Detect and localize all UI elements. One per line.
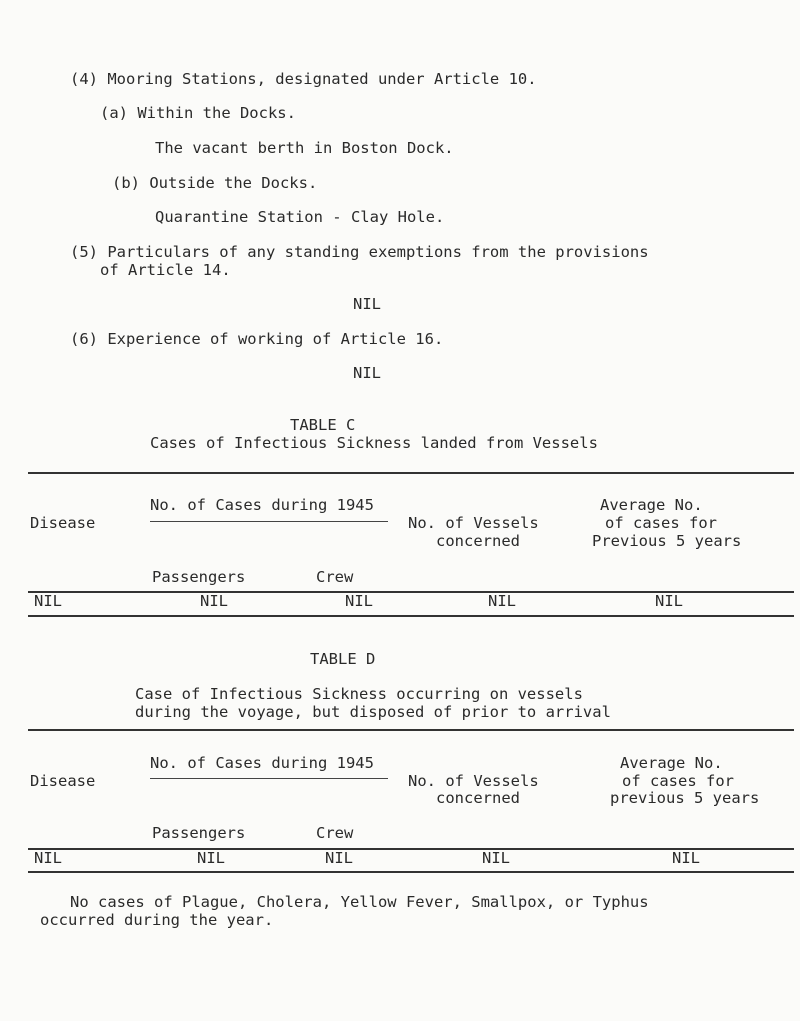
table-d-vessels-header-2: concerned: [436, 789, 520, 807]
table-c-cases-underline: [150, 521, 388, 522]
table-d-cases-group-header: No. of Cases during 1945: [150, 754, 374, 772]
footer-note-line2: occurred during the year.: [40, 911, 274, 929]
section-6-heading: (6) Experience of working of Article 16.: [70, 330, 444, 348]
table-d-cases-underline: [150, 778, 388, 779]
table-d-cell-disease: NIL: [34, 849, 62, 867]
table-d-cell-average: NIL: [672, 849, 700, 867]
table-c-average-header-2: of cases for: [605, 514, 717, 532]
table-c-cases-group-header: No. of Cases during 1945: [150, 496, 374, 514]
section-4b-text: Quarantine Station - Clay Hole.: [155, 208, 445, 226]
table-d-subtitle-line1: Case of Infectious Sickness occurring on vessels: [135, 685, 583, 703]
table-c-title: TABLE C: [290, 416, 356, 434]
table-c-passengers-header: Passengers: [152, 568, 246, 586]
table-c-cell-average: NIL: [655, 592, 683, 610]
table-c-average-header-3: Previous 5 years: [592, 532, 742, 550]
table-d-subtitle-line2: during the voyage, but disposed of prior to arrival: [135, 703, 611, 721]
table-d-average-header-1: Average No.: [620, 754, 723, 772]
table-c-crew-header: Crew: [316, 568, 354, 586]
table-c-vessels-header-1: No. of Vessels: [408, 514, 539, 532]
table-d-vessels-header-1: No. of Vessels: [408, 772, 539, 790]
table-c-vessels-header-2: concerned: [436, 532, 520, 550]
table-d-cell-vessels: NIL: [482, 849, 510, 867]
table-c-bottom-rule: [28, 615, 794, 617]
section-6-value: NIL: [353, 364, 381, 382]
footer-note-line1: No cases of Plague, Cholera, Yellow Fever, Smallpox, or Typhus: [70, 893, 649, 911]
section-4a-text: The vacant berth in Boston Dock.: [155, 139, 454, 157]
table-d-disease-header: Disease: [30, 772, 96, 790]
table-d-top-rule: [28, 729, 794, 731]
table-c-cell-crew: NIL: [345, 592, 373, 610]
table-d-crew-header: Crew: [316, 824, 354, 842]
table-c-cell-passengers: NIL: [200, 592, 228, 610]
section-5-heading-line1: (5) Particulars of any standing exemptions from the provisions: [70, 243, 649, 261]
section-4-heading: (4) Mooring Stations, designated under Article 10.: [70, 70, 537, 88]
table-d-bottom-rule: [28, 871, 794, 873]
table-d-average-header-2: of cases for: [622, 772, 734, 790]
table-d-cell-passengers: NIL: [197, 849, 225, 867]
table-c-cell-vessels: NIL: [488, 592, 516, 610]
table-c-top-rule: [28, 472, 794, 474]
section-4a-label: (a) Within the Docks.: [100, 104, 296, 122]
table-d-title: TABLE D: [310, 650, 376, 668]
table-c-disease-header: Disease: [30, 514, 96, 532]
section-5-value: NIL: [353, 295, 381, 313]
table-d-passengers-header: Passengers: [152, 824, 246, 842]
section-4b-label: (b) Outside the Docks.: [112, 174, 318, 192]
table-d-cell-crew: NIL: [325, 849, 353, 867]
section-5-heading-line2: of Article 14.: [100, 261, 231, 279]
table-c-average-header-1: Average No.: [600, 496, 703, 514]
table-c-subtitle: Cases of Infectious Sickness landed from Vessels: [150, 434, 598, 452]
table-c-cell-disease: NIL: [34, 592, 62, 610]
table-d-average-header-3: previous 5 years: [610, 789, 760, 807]
